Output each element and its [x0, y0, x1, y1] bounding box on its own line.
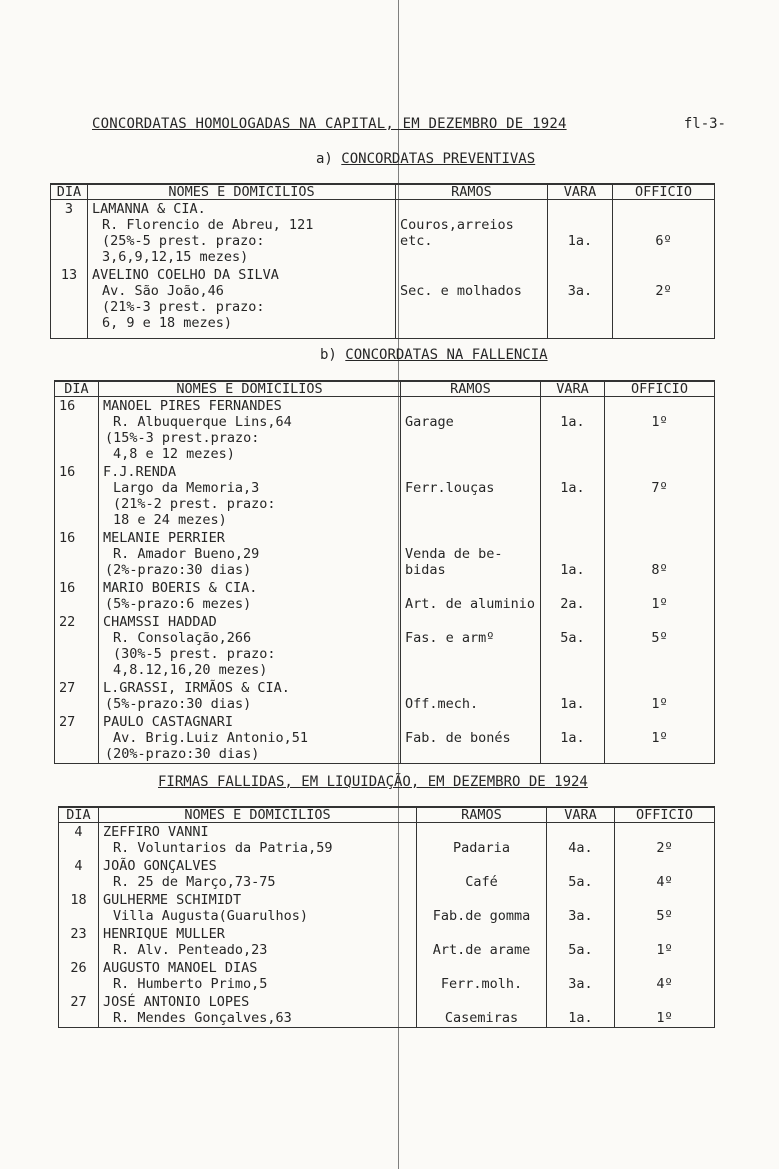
table-row: [59, 823, 715, 858]
table-row: [55, 397, 715, 464]
ramo-cell: Ferr.molh.: [417, 959, 547, 993]
section-b-letter: b): [320, 347, 337, 363]
nome-cell: [99, 959, 417, 993]
table-row: [59, 993, 715, 1028]
table-row: [55, 529, 715, 579]
nome-cell: [99, 463, 401, 529]
firm-name: PAULO CASTAGNARI: [103, 714, 234, 730]
officio-cell: 1º: [605, 713, 715, 764]
col-header-dia: DIA: [59, 807, 99, 823]
vara-cell: 2a.: [541, 579, 605, 613]
firm-address: R. 25 de Março,73-75: [113, 874, 276, 890]
nome-cell: [88, 200, 396, 267]
ramo-line: etc.: [400, 233, 433, 249]
firm-terms-line: (15%-3 prest.prazo:: [105, 430, 260, 446]
col-header-dia: DIA: [55, 381, 99, 397]
ramo-cell: Garage: [401, 397, 541, 464]
firm-address: Av. Brig.Luiz Antonio,51: [113, 730, 309, 746]
firm-name: HENRIQUE MULLER: [103, 926, 225, 942]
table-row: [51, 200, 715, 267]
col-header-vara: VARA: [547, 807, 615, 823]
ramo-cell: Fab.de gomma: [417, 891, 547, 925]
section-a-letter: a): [316, 151, 333, 167]
page-title: CONCORDATAS HOMOLOGADAS NA CAPITAL, EM DEZEMBRO DE 1924: [92, 116, 567, 132]
nome-cell: [99, 891, 417, 925]
col-header-ramos: RAMOS: [401, 381, 541, 397]
col-header-ramos: RAMOS: [417, 807, 547, 823]
vara-cell: 1a.: [541, 529, 605, 579]
dia-cell: 13: [51, 266, 88, 338]
dia-cell: 27: [59, 993, 99, 1028]
officio-cell: 1º: [615, 993, 715, 1028]
col-header-officio: OFFICIO: [615, 807, 715, 823]
vara-cell: 5a.: [541, 613, 605, 679]
officio-cell: 7º: [605, 463, 715, 529]
firm-terms-line: 6, 9 e 18 mezes): [102, 315, 233, 331]
firm-address: R. Humberto Primo,5: [113, 976, 268, 992]
nome-cell: [99, 397, 401, 464]
officio-cell: 6º: [613, 200, 715, 267]
col-header-officio: OFFICIO: [605, 381, 715, 397]
officio-cell: 8º: [605, 529, 715, 579]
ramo-line: bidas: [405, 562, 446, 578]
table-row: [55, 679, 715, 713]
officio-cell: 2º: [615, 823, 715, 858]
vara-cell: 1a.: [541, 397, 605, 464]
firm-address: Av. São João,46: [102, 283, 224, 299]
section-a-title: CONCORDATAS PREVENTIVAS: [341, 151, 536, 167]
firm-name: MANOEL PIRES FERNANDES: [103, 398, 282, 414]
col-header-dia: DIA: [51, 184, 88, 200]
folio-number: fl-3-: [683, 116, 726, 132]
officio-cell: 1º: [605, 679, 715, 713]
ramo-cell: Fab. de bonés: [401, 713, 541, 764]
firm-address: R. Albuquerque Lins,64: [113, 414, 292, 430]
ramo-line: Couros,arreios: [400, 217, 514, 233]
dia-cell: 4: [59, 857, 99, 891]
col-header-vara: VARA: [541, 381, 605, 397]
firm-address: Villa Augusta(Guarulhos): [113, 908, 309, 924]
firm-address: R. Voluntarios da Patria,59: [113, 840, 333, 856]
officio-cell: 5º: [605, 613, 715, 679]
vara-cell: 1a.: [547, 993, 615, 1028]
table-row: [55, 463, 715, 529]
table-row: [59, 925, 715, 959]
firm-name: MARIO BOERIS & CIA.: [103, 580, 258, 596]
firm-terms-line: 4,8 e 12 mezes): [113, 446, 235, 462]
nome-cell: [99, 925, 417, 959]
ramo-line: Sec. e molhados: [400, 283, 522, 299]
dia-cell: 4: [59, 823, 99, 858]
vara-cell: 3a.: [548, 266, 613, 338]
nome-cell: [99, 993, 417, 1028]
ramo-cell: Casemiras: [417, 993, 547, 1028]
section-a-heading: [316, 151, 535, 167]
firm-terms-line: (2%-prazo:30 dias): [105, 562, 252, 578]
firm-terms-line: 18 e 24 mezes): [113, 512, 227, 528]
table-header-row: [59, 807, 715, 823]
nome-cell: [99, 529, 401, 579]
dia-cell: 26: [59, 959, 99, 993]
section-b-title: CONCORDATAS NA FALLENCIA: [345, 347, 548, 363]
table-row: [51, 266, 715, 338]
firm-address: R. Amador Bueno,29: [113, 546, 260, 562]
col-header-ramos: RAMOS: [396, 184, 548, 200]
vara-cell: 1a.: [541, 463, 605, 529]
ramo-cell: [401, 529, 541, 579]
dia-cell: 16: [55, 463, 99, 529]
vara-cell: 5a.: [547, 925, 615, 959]
col-header-nomes: NOMES E DOMICILIOS: [88, 184, 396, 200]
firm-address: R. Mendes Gonçalves,63: [113, 1010, 292, 1026]
firm-name: GULHERME SCHIMIDT: [103, 892, 242, 908]
nome-cell: [99, 613, 401, 679]
ramo-cell: Padaria: [417, 823, 547, 858]
firm-address: R. Alv. Penteado,23: [113, 942, 268, 958]
firm-terms-line: 3,6,9,12,15 mezes): [102, 249, 249, 265]
vara-cell: 3a.: [547, 959, 615, 993]
firm-terms-line: (30%-5 prest. prazo:: [113, 646, 276, 662]
vara-cell: 3a.: [547, 891, 615, 925]
firm-address: R. Florencio de Abreu, 121: [102, 217, 314, 233]
officio-cell: 5º: [615, 891, 715, 925]
dia-cell: 3: [51, 200, 88, 267]
col-header-nomes: NOMES E DOMICILIOS: [99, 381, 401, 397]
officio-cell: 1º: [605, 397, 715, 464]
dia-cell: 16: [55, 397, 99, 464]
firm-address: Largo da Memoria,3: [113, 480, 260, 496]
col-header-officio: OFFICIO: [613, 184, 715, 200]
ramo-line: Venda de be-: [405, 546, 503, 562]
table-row: [55, 713, 715, 764]
table-row: [59, 891, 715, 925]
table-row: [55, 613, 715, 679]
nome-cell: [99, 857, 417, 891]
firm-terms-line: (25%-5 prest. prazo:: [102, 233, 265, 249]
ramo-cell: [396, 266, 548, 338]
dia-cell: 16: [55, 579, 99, 613]
vara-cell: 4a.: [547, 823, 615, 858]
col-header-nomes: NOMES E DOMICILIOS: [99, 807, 417, 823]
dia-cell: 16: [55, 529, 99, 579]
officio-cell: 2º: [613, 266, 715, 338]
dia-cell: 18: [59, 891, 99, 925]
table-row: [59, 857, 715, 891]
firm-name: AVELINO COELHO DA SILVA: [92, 267, 279, 283]
firm-terms-line: (20%-prazo:30 dias): [105, 746, 260, 762]
table-concordatas-preventivas: [50, 183, 715, 339]
firm-name: LAMANNA & CIA.: [92, 201, 206, 217]
ramo-cell: Café: [417, 857, 547, 891]
firm-name: CHAMSSI HADDAD: [103, 614, 217, 630]
firm-name: ZEFFIRO VANNI: [103, 824, 209, 840]
table-firmas-fallidas: [58, 806, 715, 1028]
firm-terms-line: (5%-prazo:30 dias): [105, 696, 252, 712]
section-c-title: FIRMAS FALLIDAS, EM LIQUIDAÇÃO, EM DEZEMBRO DE 1924: [158, 774, 588, 790]
nome-cell: [99, 679, 401, 713]
firm-name: F.J.RENDA: [103, 464, 177, 480]
vara-cell: 5a.: [547, 857, 615, 891]
section-b-heading: [320, 347, 548, 363]
table-row: [55, 579, 715, 613]
nome-cell: [99, 823, 417, 858]
table-header-row: [51, 184, 715, 200]
firm-name: L.GRASSI, IRMÃOS & CIA.: [103, 680, 290, 696]
firm-terms-line: (21%-2 prest. prazo:: [113, 496, 276, 512]
dia-cell: 23: [59, 925, 99, 959]
firm-name: JOSÉ ANTONIO LOPES: [103, 994, 250, 1010]
firm-address: R. Consolação,266: [113, 630, 252, 646]
vara-cell: 1a.: [541, 713, 605, 764]
table-row: [59, 959, 715, 993]
firm-name: JOÃO GONÇALVES: [103, 858, 217, 874]
ramo-cell: Ferr.louças: [401, 463, 541, 529]
document-header: [92, 116, 732, 138]
nome-cell: [99, 579, 401, 613]
firm-terms-line: 4,8.12,16,20 mezes): [113, 662, 268, 678]
dia-cell: 27: [55, 713, 99, 764]
officio-cell: 1º: [615, 925, 715, 959]
officio-cell: 4º: [615, 857, 715, 891]
dia-cell: 22: [55, 613, 99, 679]
section-c-heading: [158, 774, 588, 790]
vara-cell: 1a.: [548, 200, 613, 267]
table-header-row: [55, 381, 715, 397]
officio-cell: 1º: [605, 579, 715, 613]
col-header-vara: VARA: [548, 184, 613, 200]
table-concordatas-fallencia: [54, 380, 715, 764]
firm-terms-line: (5%-prazo:6 mezes): [105, 596, 252, 612]
ramo-cell: Art.de arame: [417, 925, 547, 959]
vara-cell: 1a.: [541, 679, 605, 713]
firm-name: AUGUSTO MANOEL DIAS: [103, 960, 258, 976]
ramo-cell: Fas. e armº: [401, 613, 541, 679]
dia-cell: 27: [55, 679, 99, 713]
firm-name: MELANIE PERRIER: [103, 530, 225, 546]
firm-terms-line: (21%-3 prest. prazo:: [102, 299, 265, 315]
ramo-cell: Off.mech.: [401, 679, 541, 713]
nome-cell: [99, 713, 401, 764]
ramo-cell: Art. de aluminio: [401, 579, 541, 613]
nome-cell: [88, 266, 396, 338]
ramo-cell: [396, 200, 548, 267]
officio-cell: 4º: [615, 959, 715, 993]
